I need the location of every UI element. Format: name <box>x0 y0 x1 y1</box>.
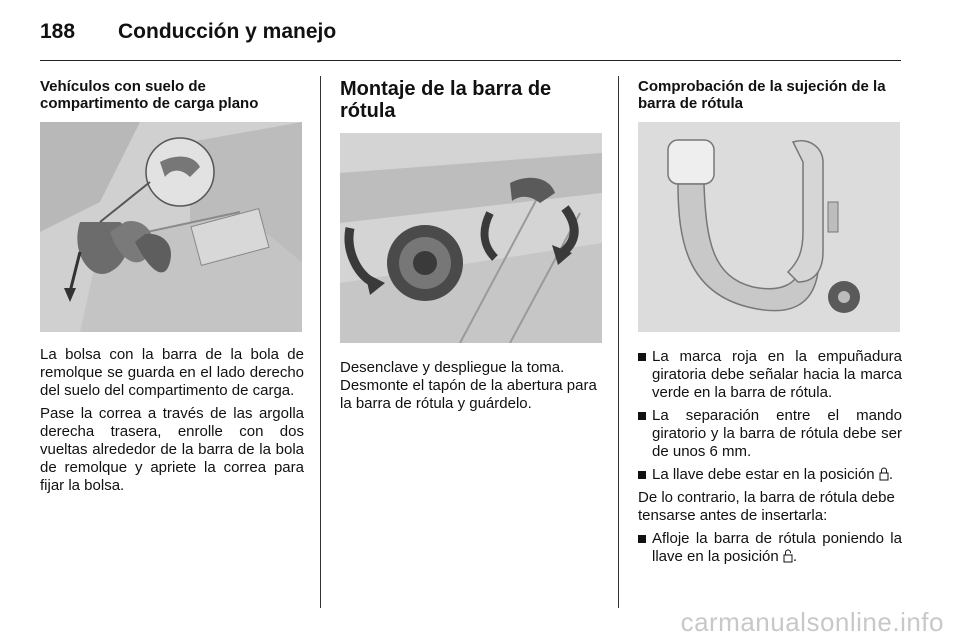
bullet-text: La marca roja en la empuñadura giratoria debe señalar hacia la marca verde en la barra de rótula. <box>652 348 902 401</box>
subheading-line-1: Comprobación de la sujeción de la <box>638 78 886 95</box>
lock-closed-icon <box>879 467 889 481</box>
column-divider-1 <box>320 76 321 608</box>
paragraph-strap-instructions: Pase la correa a través de las argolla derecha trasera, enrolle con dos vueltas alrededor de la barra de la bola de remolque y apriete la correa para fijar la bolsa. <box>40 405 304 494</box>
lock-open-icon <box>783 549 793 563</box>
page-number: 188 <box>40 20 76 43</box>
watermark: carmanualsonline.info <box>680 607 944 637</box>
bullet-marker <box>638 353 646 361</box>
tow-bar-illustration <box>638 122 900 332</box>
cargo-bag-illustration <box>40 122 302 332</box>
subheading-line-2: compartimento de carga plano <box>40 95 259 112</box>
column-2 <box>340 78 604 413</box>
bullet-red-mark <box>638 348 902 402</box>
bullet-loosen: Afloje la barra de rótula poniendo la llave en la posición . <box>638 530 902 566</box>
column-3 <box>638 78 902 566</box>
chapter-title: Conducción y manejo <box>118 20 337 43</box>
column-1 <box>40 78 304 495</box>
subheading-line-1: Vehículos con suelo de <box>40 78 206 95</box>
socket-mounting-illustration <box>340 133 602 343</box>
bullet-marker <box>638 471 646 479</box>
bullet-text: La separación entre el mando giratorio y la barra de rótula debe ser de unos 6 mm. <box>652 407 902 460</box>
bullet-marker <box>638 412 646 420</box>
bullet-key-position: La llave debe estar en la posición . <box>638 466 902 484</box>
column-divider-2 <box>618 76 619 608</box>
bullet-text: Afloje la barra de rótula poniendo la llave en la posición <box>652 530 902 565</box>
paragraph-bag-location: La bolsa con la barra de la bola de remolque se guarda en el lado derecho del suelo del compartimento de carga. <box>40 346 304 399</box>
bullet-gap <box>638 407 902 461</box>
bullet-text: La llave debe estar en la posición <box>652 466 875 483</box>
subheading-flat-floor <box>40 78 304 112</box>
paragraph-unlock-socket: Desenclave y despliegue la toma. Desmonte el tapón de la abertura para la barra de rótula y guárdelo. <box>340 359 597 412</box>
bullet-marker <box>638 535 646 543</box>
subheading-line-2: barra de rótula <box>638 95 744 112</box>
page-header <box>40 14 900 54</box>
paragraph-otherwise: De lo contrario, la barra de rótula debe tensarse antes de insertarla: <box>638 489 895 524</box>
header-rule <box>40 60 901 61</box>
section-heading-mounting: Montaje de la barra de rótula <box>340 78 552 122</box>
subheading-check-fastening <box>638 78 902 112</box>
